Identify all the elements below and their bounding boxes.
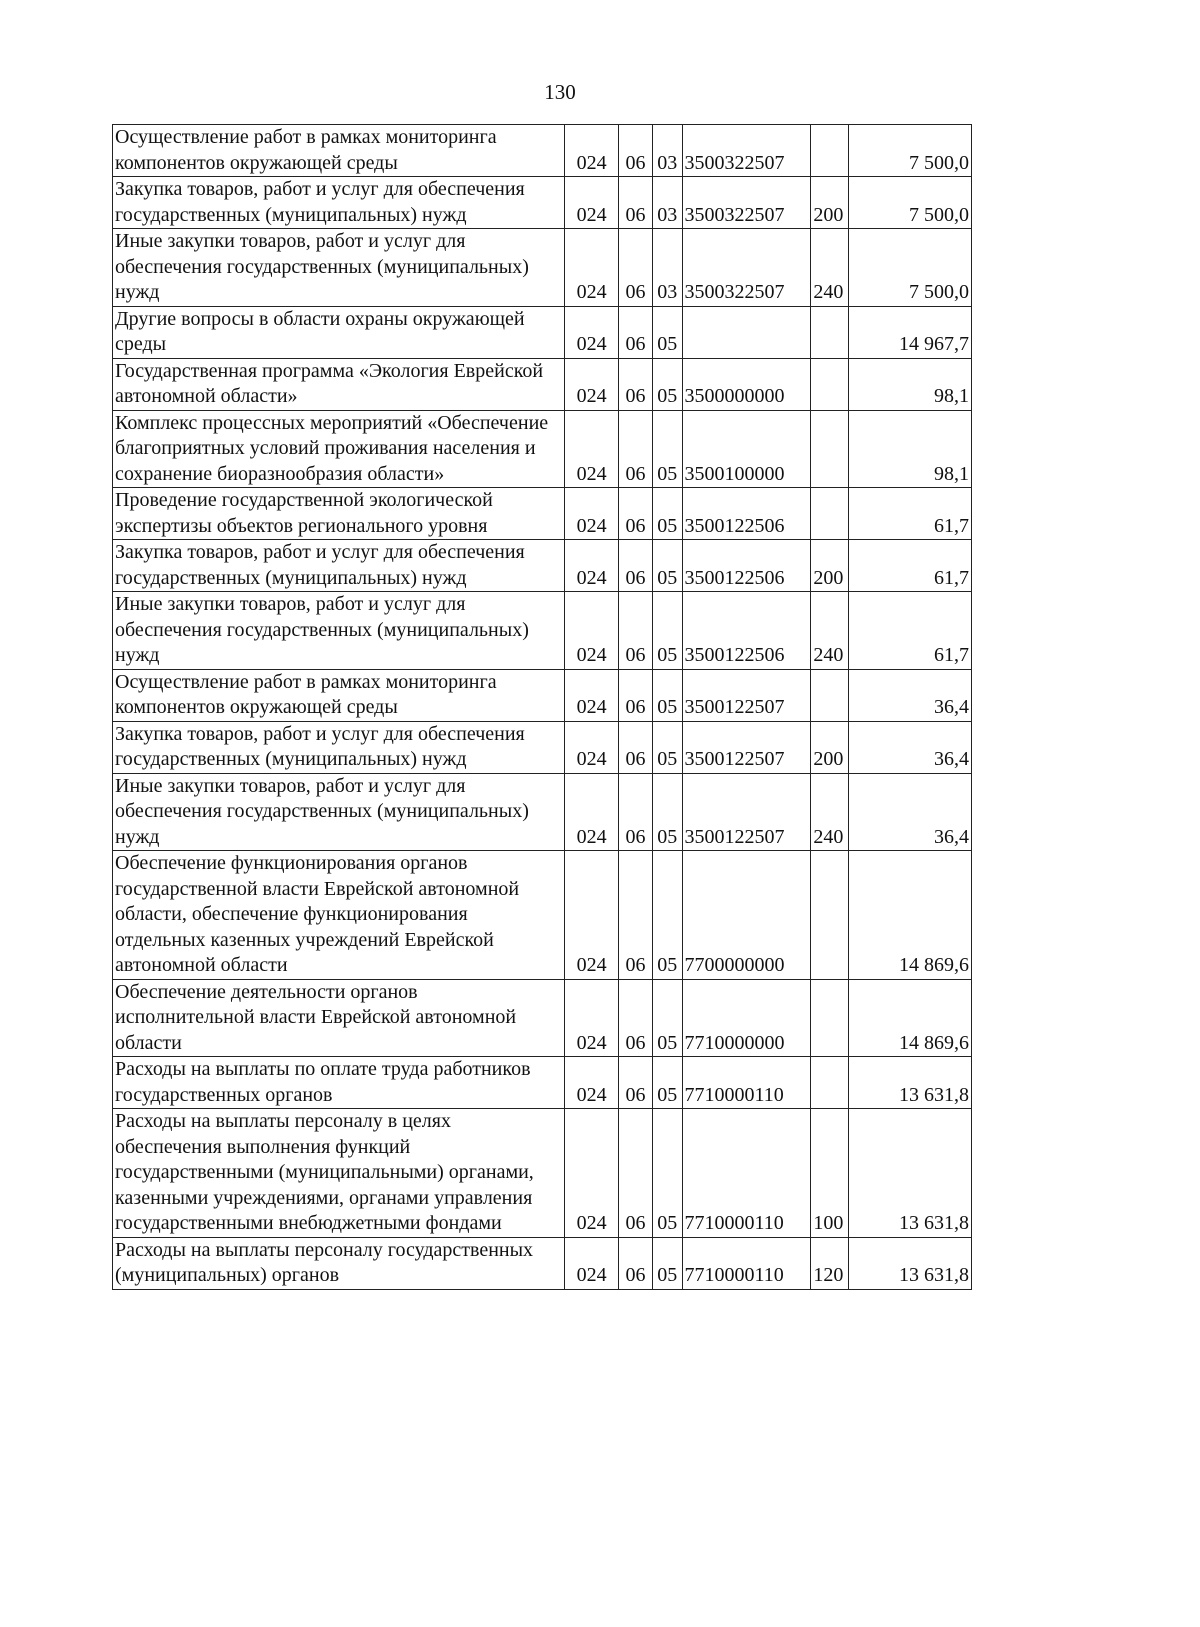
ministry-code-cell: 024	[564, 488, 618, 540]
row-name-cell: Осуществление работ в рамках мониторинга компонентов окружающей среды	[113, 125, 565, 177]
amount-cell: 36,4	[849, 721, 972, 773]
budget-table-body	[113, 125, 972, 1290]
amount-cell: 98,1	[849, 358, 972, 410]
expense-type-cell	[811, 306, 849, 358]
subsection-cell: 05	[652, 540, 682, 592]
section-cell: 06	[619, 1109, 653, 1238]
table-row	[113, 306, 972, 358]
row-name-cell: Обеспечение функционирования органов государственной власти Еврейской автономной области, обеспечение функционирования отдельных казенных учреждений Еврейской автономной области	[113, 851, 565, 980]
expense-type-cell: 200	[811, 540, 849, 592]
expense-type-cell	[811, 488, 849, 540]
table-row	[113, 851, 972, 980]
section-cell: 06	[619, 358, 653, 410]
ministry-code-cell: 024	[564, 773, 618, 851]
subsection-cell: 05	[652, 1237, 682, 1289]
amount-cell: 36,4	[849, 773, 972, 851]
section-cell: 06	[619, 306, 653, 358]
ministry-code-cell: 024	[564, 410, 618, 488]
subsection-cell: 05	[652, 488, 682, 540]
amount-cell: 13 631,8	[849, 1057, 972, 1109]
expense-type-cell	[811, 125, 849, 177]
target-article-cell: 7710000110	[682, 1237, 811, 1289]
row-name-cell: Иные закупки товаров, работ и услуг для обеспечения государственных (муниципальных) нужд	[113, 773, 565, 851]
section-cell: 06	[619, 410, 653, 488]
ministry-code-cell: 024	[564, 721, 618, 773]
target-article-cell: 3500122507	[682, 721, 811, 773]
subsection-cell: 05	[652, 851, 682, 980]
section-cell: 06	[619, 721, 653, 773]
expense-type-cell	[811, 851, 849, 980]
row-name-cell: Закупка товаров, работ и услуг для обеспечения государственных (муниципальных) нужд	[113, 177, 565, 229]
table-row	[113, 488, 972, 540]
target-article-cell: 3500000000	[682, 358, 811, 410]
target-article-cell: 3500100000	[682, 410, 811, 488]
amount-cell: 14 869,6	[849, 851, 972, 980]
table-row	[113, 773, 972, 851]
table-row	[113, 979, 972, 1057]
section-cell: 06	[619, 851, 653, 980]
target-article-cell	[682, 306, 811, 358]
expense-type-cell: 100	[811, 1109, 849, 1238]
expense-type-cell: 200	[811, 177, 849, 229]
target-article-cell: 3500122506	[682, 592, 811, 670]
ministry-code-cell: 024	[564, 669, 618, 721]
table-row	[113, 358, 972, 410]
target-article-cell: 7710000110	[682, 1109, 811, 1238]
amount-cell: 14 967,7	[849, 306, 972, 358]
subsection-cell: 05	[652, 358, 682, 410]
row-name-cell: Проведение государственной экологической экспертизы объектов регионального уровня	[113, 488, 565, 540]
table-row	[113, 669, 972, 721]
table-row	[113, 1109, 972, 1238]
target-article-cell: 3500322507	[682, 125, 811, 177]
target-article-cell: 3500122507	[682, 669, 811, 721]
target-article-cell: 3500322507	[682, 229, 811, 307]
section-cell: 06	[619, 979, 653, 1057]
expense-type-cell: 120	[811, 1237, 849, 1289]
amount-cell: 61,7	[849, 488, 972, 540]
amount-cell: 14 869,6	[849, 979, 972, 1057]
row-name-cell: Комплекс процессных мероприятий «Обеспечение благоприятных условий проживания населения и сохранение биоразнообразия области»	[113, 410, 565, 488]
row-name-cell: Закупка товаров, работ и услуг для обеспечения государственных (муниципальных) нужд	[113, 540, 565, 592]
target-article-cell: 3500122506	[682, 488, 811, 540]
ministry-code-cell: 024	[564, 358, 618, 410]
expense-type-cell	[811, 358, 849, 410]
target-article-cell: 3500122507	[682, 773, 811, 851]
amount-cell: 13 631,8	[849, 1109, 972, 1238]
expense-type-cell	[811, 979, 849, 1057]
row-name-cell: Государственная программа «Экология Еврейской автономной области»	[113, 358, 565, 410]
table-row	[113, 1237, 972, 1289]
ministry-code-cell: 024	[564, 979, 618, 1057]
subsection-cell: 05	[652, 1057, 682, 1109]
section-cell: 06	[619, 125, 653, 177]
expense-type-cell: 200	[811, 721, 849, 773]
subsection-cell: 05	[652, 306, 682, 358]
target-article-cell: 7710000110	[682, 1057, 811, 1109]
target-article-cell: 3500122506	[682, 540, 811, 592]
section-cell: 06	[619, 177, 653, 229]
amount-cell: 7 500,0	[849, 229, 972, 307]
subsection-cell: 05	[652, 979, 682, 1057]
table-row	[113, 229, 972, 307]
section-cell: 06	[619, 540, 653, 592]
amount-cell: 61,7	[849, 540, 972, 592]
target-article-cell: 7710000000	[682, 979, 811, 1057]
section-cell: 06	[619, 229, 653, 307]
amount-cell: 7 500,0	[849, 125, 972, 177]
ministry-code-cell: 024	[564, 125, 618, 177]
ministry-code-cell: 024	[564, 1057, 618, 1109]
table-row	[113, 721, 972, 773]
subsection-cell: 05	[652, 669, 682, 721]
table-row	[113, 1057, 972, 1109]
section-cell: 06	[619, 1237, 653, 1289]
subsection-cell: 05	[652, 1109, 682, 1238]
budget-table	[112, 124, 972, 1290]
table-row	[113, 410, 972, 488]
subsection-cell: 05	[652, 592, 682, 670]
amount-cell: 36,4	[849, 669, 972, 721]
amount-cell: 13 631,8	[849, 1237, 972, 1289]
ministry-code-cell: 024	[564, 177, 618, 229]
expense-type-cell: 240	[811, 773, 849, 851]
expense-type-cell: 240	[811, 592, 849, 670]
row-name-cell: Расходы на выплаты по оплате труда работников государственных органов	[113, 1057, 565, 1109]
ministry-code-cell: 024	[564, 306, 618, 358]
ministry-code-cell: 024	[564, 1237, 618, 1289]
target-article-cell: 3500322507	[682, 177, 811, 229]
row-name-cell: Расходы на выплаты персоналу государственных (муниципальных) органов	[113, 1237, 565, 1289]
row-name-cell: Расходы на выплаты персоналу в целях обеспечения выполнения функций государственными (муниципальными) органами, казенными учреждениями, органами управления государственными внебюджетными фондами	[113, 1109, 565, 1238]
row-name-cell: Другие вопросы в области охраны окружающей среды	[113, 306, 565, 358]
target-article-cell: 7700000000	[682, 851, 811, 980]
section-cell: 06	[619, 488, 653, 540]
table-row	[113, 540, 972, 592]
row-name-cell: Осуществление работ в рамках мониторинга компонентов окружающей среды	[113, 669, 565, 721]
expense-type-cell	[811, 669, 849, 721]
expense-type-cell: 240	[811, 229, 849, 307]
subsection-cell: 03	[652, 229, 682, 307]
ministry-code-cell: 024	[564, 1109, 618, 1238]
expense-type-cell	[811, 1057, 849, 1109]
subsection-cell: 03	[652, 177, 682, 229]
row-name-cell: Иные закупки товаров, работ и услуг для обеспечения государственных (муниципальных) нужд	[113, 592, 565, 670]
row-name-cell: Обеспечение деятельности органов исполнительной власти Еврейской автономной области	[113, 979, 565, 1057]
subsection-cell: 05	[652, 410, 682, 488]
section-cell: 06	[619, 773, 653, 851]
amount-cell: 98,1	[849, 410, 972, 488]
subsection-cell: 05	[652, 773, 682, 851]
table-row	[113, 177, 972, 229]
ministry-code-cell: 024	[564, 851, 618, 980]
section-cell: 06	[619, 669, 653, 721]
ministry-code-cell: 024	[564, 540, 618, 592]
page-number: 130	[544, 80, 576, 104]
table-row	[113, 125, 972, 177]
subsection-cell: 03	[652, 125, 682, 177]
section-cell: 06	[619, 592, 653, 670]
row-name-cell: Закупка товаров, работ и услуг для обеспечения государственных (муниципальных) нужд	[113, 721, 565, 773]
ministry-code-cell: 024	[564, 592, 618, 670]
expense-type-cell	[811, 410, 849, 488]
ministry-code-cell: 024	[564, 229, 618, 307]
amount-cell: 7 500,0	[849, 177, 972, 229]
amount-cell: 61,7	[849, 592, 972, 670]
table-row	[113, 592, 972, 670]
section-cell: 06	[619, 1057, 653, 1109]
subsection-cell: 05	[652, 721, 682, 773]
row-name-cell: Иные закупки товаров, работ и услуг для обеспечения государственных (муниципальных) нужд	[113, 229, 565, 307]
